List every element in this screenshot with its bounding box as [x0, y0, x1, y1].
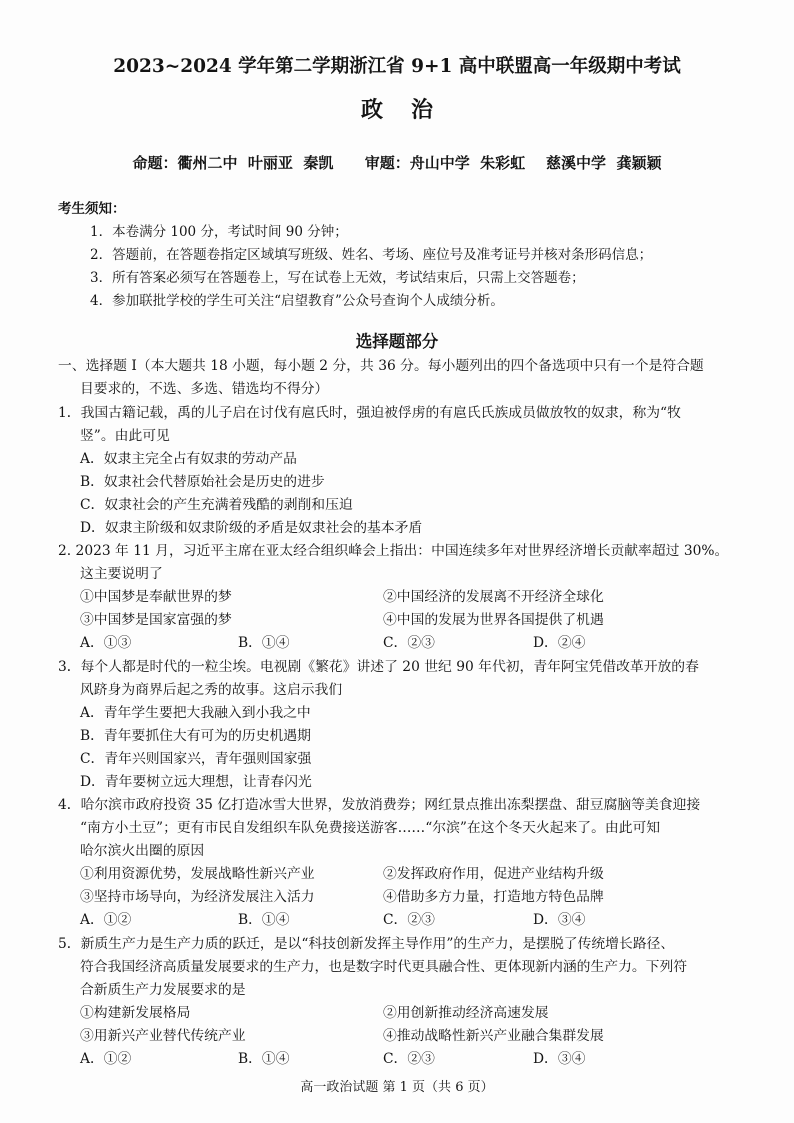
question-4-stem-cont: 哈尔滨火出圈的原因 — [80, 843, 205, 859]
notice-heading: 考生须知： — [58, 201, 126, 217]
authors-line: 命题：衢州二中 叶丽亚 秦凯 审题：舟山中学 朱彩虹 慈溪中学 龚颖颖 — [132, 154, 662, 172]
question-5-item-2: ②用创新推动经济高速发展 — [383, 1005, 549, 1021]
question-5-item-4: ④推动战略性新兴产业融合集群发展 — [383, 1028, 604, 1044]
exam-title: 2023~2024 学年第二学期浙江省 9+1 高中联盟高一年级期中考试 — [113, 56, 681, 77]
question-2-item-3: ③中国梦是国家富强的梦 — [80, 612, 232, 628]
question-5-stem: 5．新质生产力是生产力质的跃迁，是以“科技创新发挥主导作用”的生产力，是摆脱了传统增长路径、 — [58, 936, 675, 952]
question-1-option-a: A．奴隶主完全占有奴隶的劳动产品 — [80, 451, 297, 467]
question-5-item-1: ①构建新发展格局 — [80, 1005, 191, 1021]
question-4-item-3: ③坚持市场导向，为经济发展注入活力 — [80, 889, 315, 905]
question-4-stem: 4．哈尔滨市政府投资 35 亿打造冰雪大世界，发放消费券；网红景点推出冻梨摆盘、甜豆腐脑等美食迎接 — [58, 797, 701, 813]
question-4-answer-d: D．③④ — [533, 912, 586, 928]
notice-item: 2．答题前，在答题卷指定区域填写班级、姓名、考场、座位号及准考证号并核对条形码信息； — [90, 247, 653, 263]
question-2-answer-d: D．②④ — [533, 635, 586, 651]
question-3-option-b: B．青年要抓住大有可为的历史机遇期 — [80, 728, 311, 744]
question-1-option-c: C．奴隶社会的产生充满着残酷的剥削和压迫 — [80, 497, 353, 513]
question-2-stem-cont: 这主要说明了 — [80, 566, 163, 582]
question-2-answer-c: C．②③ — [383, 635, 435, 651]
question-3-stem: 3．每个人都是时代的一粒尘埃。电视剧《繁花》讲述了 20 世纪 90 年代初，青年阿宝凭借改革开放的春 — [58, 659, 699, 675]
page-footer: 高一政治试题 第 1 页（共 6 页） — [300, 1080, 494, 1095]
notice-item: 1．本卷满分 100 分，考试时间 90 分钟； — [90, 224, 348, 240]
question-2-answer-b: B．①④ — [238, 635, 290, 651]
question-5-stem-cont: 合新质生产力发展要求的是 — [80, 982, 246, 998]
question-2-item-4: ④中国的发展为世界各国提供了机遇 — [383, 612, 604, 628]
question-2-item-2: ②中国经济的发展离不开经济全球化 — [383, 589, 604, 605]
subject-title: 政治 — [360, 97, 461, 123]
question-1-option-b: B．奴隶社会代替原始社会是历史的进步 — [80, 474, 325, 490]
notice-item: 4．参加联批学校的学生可关注“启望教育”公众号查询个人成绩分析。 — [90, 293, 504, 309]
question-4-item-2: ②发挥政府作用，促进产业结构升级 — [383, 866, 604, 882]
question-5-answer-d: D．③④ — [533, 1051, 586, 1067]
question-4-answer-a: A．①② — [80, 912, 132, 928]
question-5-stem-cont: 符合我国经济高质量发展要求的生产力，也是数字时代更具融合性、更体现新内涵的生产力。下列符 — [80, 959, 688, 975]
question-5-answer-a: A．①② — [80, 1051, 132, 1067]
notice-item: 3．所有答案必须写在答题卷上，写在试卷上无效，考试结束后，只需上交答题卷； — [90, 270, 585, 286]
question-3-option-d: D．青年要树立远大理想，让青春闪光 — [80, 774, 312, 790]
question-4-item-4: ④借助多方力量，打造地方特色品牌 — [383, 889, 604, 905]
section-instructions-cont: 目要求的，不选、多选、错选均不得分） — [80, 381, 329, 397]
question-3-stem-cont: 风跻身为商界后起之秀的故事。这启示我们 — [80, 682, 343, 698]
question-3-option-a: A．青年学生要把大我融入到小我之中 — [80, 705, 311, 721]
question-2-stem: 2. 2023 年 11 月，习近平主席在亚太经合组织峰会上指出：中国连续多年对世界经济增长贡献率超过 30%。 — [58, 543, 729, 559]
question-2-item-1: ①中国梦是奉献世界的梦 — [80, 589, 232, 605]
question-3-option-c: C．青年兴则国家兴，青年强则国家强 — [80, 751, 312, 767]
section-title: 选择题部分 — [355, 332, 439, 351]
question-4-stem-cont: “南方小土豆”；更有市民自发组织车队免费接送游客……“尔滨”在这个冬天火起来了。由此可知 — [80, 820, 661, 836]
question-2-answer-a: A．①③ — [80, 635, 132, 651]
question-5-item-3: ③用新兴产业替代传统产业 — [80, 1028, 246, 1044]
question-4-answer-b: B．①④ — [238, 912, 290, 928]
question-1-stem: 1．我国古籍记载，禹的儿子启在讨伐有扈氏时，强迫被俘虏的有扈氏氏族成员做放牧的奴隶，称为“牧 — [58, 405, 681, 421]
question-5-answer-c: C．②③ — [383, 1051, 435, 1067]
section-instructions: 一、选择题 I（本大题共 18 小题，每小题 2 分，共 36 分。每小题列出的四个备选项中只有一个是符合题 — [58, 358, 704, 374]
question-5-answer-b: B．①④ — [238, 1051, 290, 1067]
question-1-option-d: D．奴隶主阶级和奴隶阶级的矛盾是奴隶社会的基本矛盾 — [80, 520, 423, 536]
question-1-stem-cont: 竖”。由此可见 — [80, 428, 170, 444]
question-4-item-1: ①利用资源优势，发展战略性新兴产业 — [80, 866, 315, 882]
question-4-answer-c: C．②③ — [383, 912, 435, 928]
